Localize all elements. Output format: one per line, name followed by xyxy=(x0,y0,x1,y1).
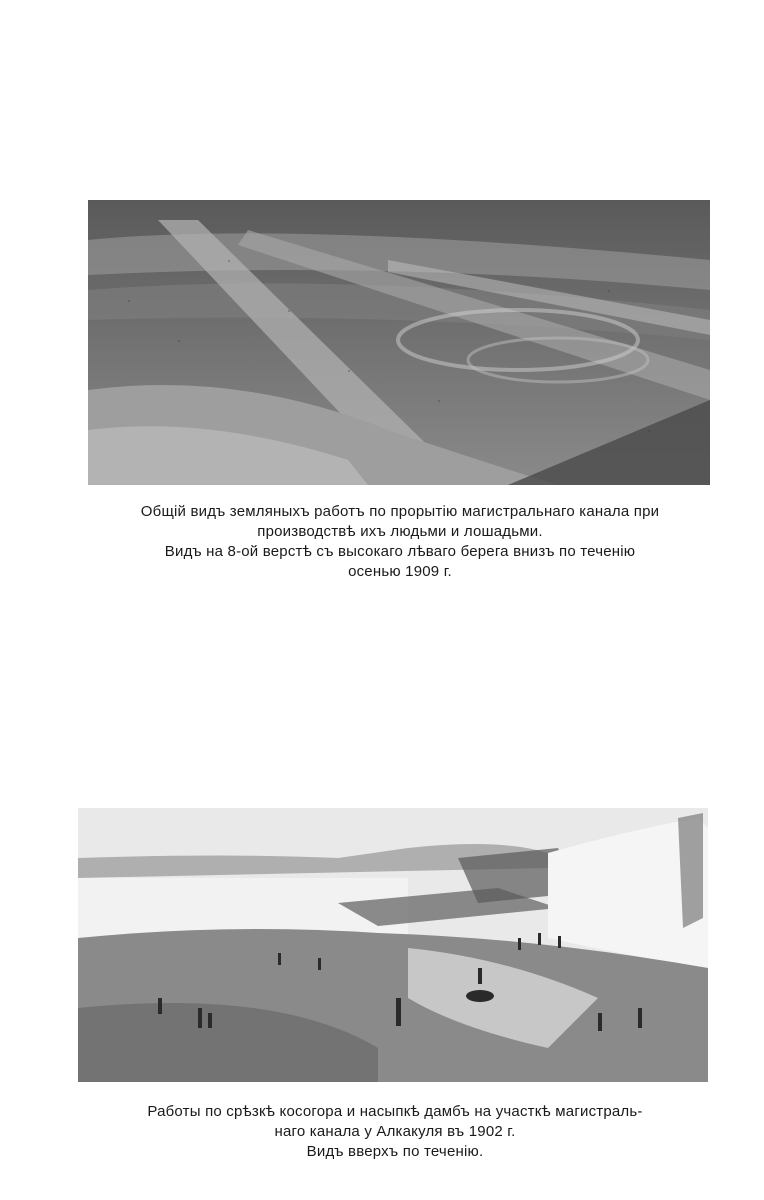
caption-line: Общій видъ земляныхъ работъ по прорытію магистральнаго канала при xyxy=(140,503,660,520)
photo-earthworks-image xyxy=(88,200,710,485)
photo-dam-works-image xyxy=(78,808,708,1082)
caption-dam-works xyxy=(70,1102,720,1162)
caption-line: наго канала у Алкакуля въ 1902 г. xyxy=(274,1123,516,1140)
caption-line: Видъ на 8-ой верстѣ съ высокаго лѣваго берега внизъ по теченію xyxy=(164,543,636,560)
photo-dam-works xyxy=(78,808,708,1082)
caption-line: Видъ вверхъ по теченію. xyxy=(306,1143,484,1160)
caption-line: осенью 1909 г. xyxy=(348,563,452,580)
photo-earthworks xyxy=(88,200,710,485)
caption-line: производствѣ ихъ людьми и лошадьми. xyxy=(257,523,543,540)
caption-earthworks xyxy=(70,502,730,582)
caption-line: Работы по срѣзкѣ косогора и насыпкѣ дамбъ на участкѣ магистраль- xyxy=(147,1103,643,1120)
